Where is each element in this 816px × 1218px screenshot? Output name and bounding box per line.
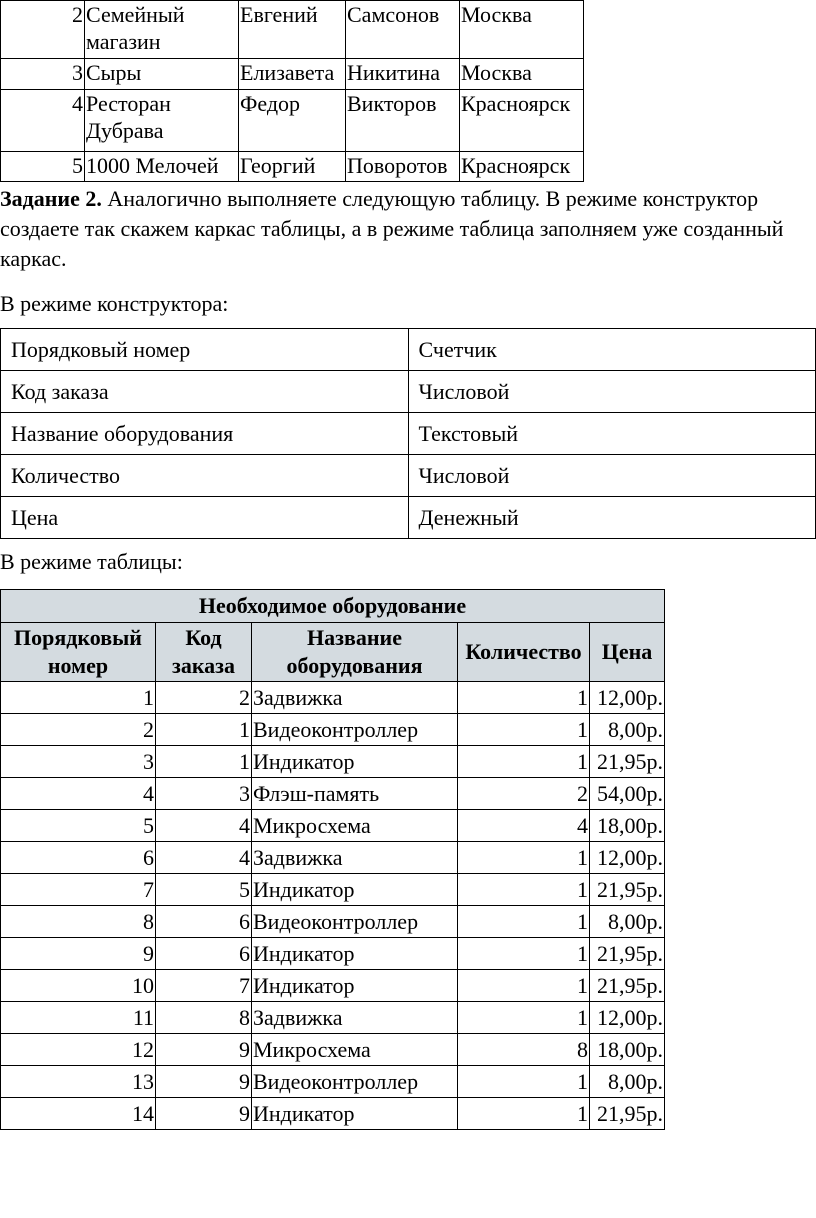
price: 8,00р. <box>590 1066 665 1098</box>
city: Красноярск <box>460 152 584 182</box>
quantity: 1 <box>458 746 590 778</box>
task-label: Задание 2. <box>0 186 102 211</box>
caption-row <box>1 590 665 623</box>
table-row <box>1 1066 665 1098</box>
price: 8,00р. <box>590 906 665 938</box>
quantity: 1 <box>458 938 590 970</box>
field-type: Числовой <box>408 455 815 497</box>
price: 18,00р. <box>590 810 665 842</box>
row-number: 4 <box>1 778 156 810</box>
order-code: 4 <box>156 842 252 874</box>
table-row <box>1 455 816 497</box>
field-name: Цена <box>1 497 409 539</box>
table-row <box>1 906 665 938</box>
table-row <box>1 842 665 874</box>
design-table <box>0 328 816 539</box>
task-text: Аналогично выполняете следующую таблицу. В режиме конструктор создаете так скажем каркас таблицы, а в режиме таблица заполняем уже созданный каркас. <box>0 186 784 271</box>
table-row <box>1 59 584 90</box>
price: 21,95р. <box>590 970 665 1002</box>
order-code: 9 <box>156 1066 252 1098</box>
quantity: 1 <box>458 1002 590 1034</box>
price: 12,00р. <box>590 682 665 714</box>
last-name: Поворотов <box>346 152 460 182</box>
quantity: 1 <box>458 874 590 906</box>
order-code: 5 <box>156 874 252 906</box>
field-type: Счетчик <box>408 329 815 371</box>
order-code: 6 <box>156 938 252 970</box>
order-code: 9 <box>156 1098 252 1130</box>
table-row <box>1 1034 665 1066</box>
city: Москва <box>460 59 584 90</box>
shop-name: Сыры <box>85 59 239 90</box>
shop-name: 1000 Мелочей <box>85 152 239 182</box>
row-number: 2 <box>1 714 156 746</box>
equipment-name: Задвижка <box>252 1002 458 1034</box>
row-number: 9 <box>1 938 156 970</box>
field-type: Денежный <box>408 497 815 539</box>
row-number: 2 <box>1 1 85 59</box>
field-name: Название оборудования <box>1 413 409 455</box>
field-name: Количество <box>1 455 409 497</box>
equipment-name: Микросхема <box>252 810 458 842</box>
row-number: 1 <box>1 682 156 714</box>
price: 8,00р. <box>590 714 665 746</box>
price: 18,00р. <box>590 1034 665 1066</box>
equipment-name: Индикатор <box>252 970 458 1002</box>
table-row <box>1 1098 665 1130</box>
quantity: 1 <box>458 906 590 938</box>
table-row <box>1 938 665 970</box>
field-type: Текстовый <box>408 413 815 455</box>
table-row <box>1 371 816 413</box>
table-caption: Необходимое оборудование <box>1 590 665 623</box>
last-name: Никитина <box>346 59 460 90</box>
shop-name: Семейный магазин <box>85 1 239 59</box>
city: Красноярск <box>460 90 584 152</box>
order-code: 7 <box>156 970 252 1002</box>
order-code: 6 <box>156 906 252 938</box>
column-header: Порядковый номер <box>1 623 156 682</box>
city: Москва <box>460 1 584 59</box>
price: 54,00р. <box>590 778 665 810</box>
equipment-name: Флэш-память <box>252 778 458 810</box>
price: 12,00р. <box>590 842 665 874</box>
datasheet-heading: В режиме таблицы: <box>0 549 183 574</box>
row-number: 7 <box>1 874 156 906</box>
price: 12,00р. <box>590 1002 665 1034</box>
table-row <box>1 746 665 778</box>
last-name: Самсонов <box>346 1 460 59</box>
column-header: Код заказа <box>156 623 252 682</box>
price: 21,95р. <box>590 746 665 778</box>
column-header: Название оборудования <box>252 623 458 682</box>
quantity: 4 <box>458 810 590 842</box>
equipment-name: Задвижка <box>252 682 458 714</box>
row-number: 5 <box>1 810 156 842</box>
row-number: 10 <box>1 970 156 1002</box>
table-row <box>1 497 816 539</box>
equipment-name: Задвижка <box>252 842 458 874</box>
row-number: 3 <box>1 746 156 778</box>
table-row <box>1 874 665 906</box>
order-code: 9 <box>156 1034 252 1066</box>
price: 21,95р. <box>590 1098 665 1130</box>
quantity: 1 <box>458 682 590 714</box>
quantity: 2 <box>458 778 590 810</box>
table-row <box>1 778 665 810</box>
table-row <box>1 810 665 842</box>
datasheet-table <box>0 589 665 1130</box>
table-row <box>1 90 584 152</box>
table-row <box>1 1 584 59</box>
shop-name: Ресторан Дубрава <box>85 90 239 152</box>
table-row <box>1 329 816 371</box>
table-row <box>1 682 665 714</box>
equipment-name: Видеоконтроллер <box>252 1066 458 1098</box>
order-code: 3 <box>156 778 252 810</box>
row-number: 5 <box>1 152 85 182</box>
price: 21,95р. <box>590 874 665 906</box>
table-row <box>1 413 816 455</box>
row-number: 6 <box>1 842 156 874</box>
row-number: 4 <box>1 90 85 152</box>
equipment-name: Видеоконтроллер <box>252 714 458 746</box>
column-header: Количество <box>458 623 590 682</box>
row-number: 11 <box>1 1002 156 1034</box>
order-code: 8 <box>156 1002 252 1034</box>
last-name: Викторов <box>346 90 460 152</box>
row-number: 8 <box>1 906 156 938</box>
row-number: 13 <box>1 1066 156 1098</box>
equipment-name: Микросхема <box>252 1034 458 1066</box>
quantity: 1 <box>458 842 590 874</box>
design-heading: В режиме конструктора: <box>0 291 229 316</box>
table-row <box>1 970 665 1002</box>
quantity: 1 <box>458 970 590 1002</box>
price: 21,95р. <box>590 938 665 970</box>
field-name: Код заказа <box>1 371 409 413</box>
row-number: 3 <box>1 59 85 90</box>
order-code: 1 <box>156 746 252 778</box>
quantity: 8 <box>458 1034 590 1066</box>
first-name: Евгений <box>239 1 346 59</box>
column-header: Цена <box>590 623 665 682</box>
quantity: 1 <box>458 714 590 746</box>
equipment-name: Индикатор <box>252 746 458 778</box>
task-paragraph <box>0 184 816 274</box>
order-code: 2 <box>156 682 252 714</box>
order-code: 4 <box>156 810 252 842</box>
order-code: 1 <box>156 714 252 746</box>
first-name: Елизавета <box>239 59 346 90</box>
equipment-name: Индикатор <box>252 874 458 906</box>
first-name: Георгий <box>239 152 346 182</box>
equipment-name: Индикатор <box>252 938 458 970</box>
quantity: 1 <box>458 1098 590 1130</box>
table-row <box>1 152 584 182</box>
quantity: 1 <box>458 1066 590 1098</box>
table-row <box>1 1002 665 1034</box>
equipment-name: Видеоконтроллер <box>252 906 458 938</box>
field-type: Числовой <box>408 371 815 413</box>
table-row <box>1 714 665 746</box>
row-number: 14 <box>1 1098 156 1130</box>
customers-table <box>0 0 584 182</box>
field-name: Порядковый номер <box>1 329 409 371</box>
equipment-name: Индикатор <box>252 1098 458 1130</box>
header-row <box>1 623 665 682</box>
row-number: 12 <box>1 1034 156 1066</box>
first-name: Федор <box>239 90 346 152</box>
